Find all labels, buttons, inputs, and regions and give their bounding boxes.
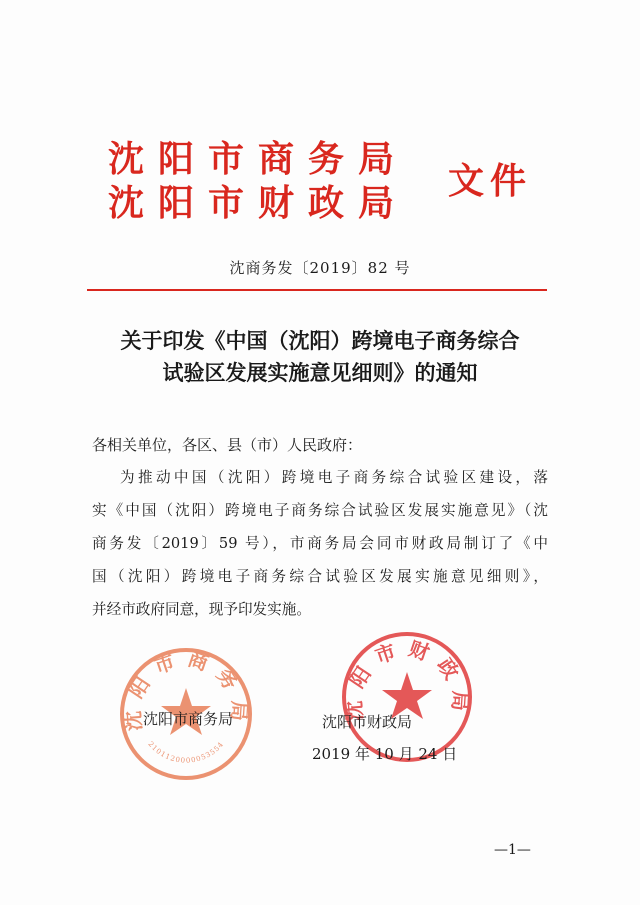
salutation: 各相关单位，各区、县（市）人民政府： — [92, 436, 363, 454]
doc-type-label: 文件 — [448, 160, 533, 202]
page-number: —1— — [494, 842, 531, 858]
body-paragraph-line: 商务发〔2019〕59 号），市商务局会同市财政局制订了《中 — [92, 535, 548, 552]
body-paragraph-line: 实《中国（沈阳）跨境电子商务综合试验区发展实施意见》（沈 — [92, 502, 548, 519]
issuer-name-finance: 沈阳市财政局 — [108, 182, 409, 224]
signer-finance-bureau: 沈阳市财政局 — [322, 713, 413, 731]
document-number: 沈商务发〔2019〕82 号 — [229, 259, 411, 277]
red-divider-line — [87, 289, 547, 291]
svg-text:沈阳市商务局: 沈阳市商务局 — [120, 646, 252, 732]
body-paragraph-line: 并经市政府同意，现予印发实施。 — [92, 601, 311, 618]
issuer-name-commerce: 沈阳市商务局 — [108, 138, 409, 180]
signing-date: 2019 年 10 月 24 日 — [312, 745, 458, 763]
svg-text:2101120000053554: 2101120000053554 — [146, 740, 226, 765]
body-paragraph-line: 为推动中国（沈阳）跨境电子商务综合试验区建设，落 — [120, 469, 548, 486]
document-title-line-2: 试验区发展实施意见细则》的通知 — [162, 360, 478, 385]
body-paragraph-line: 国（沈阳）跨境电子商务综合试验区发展实施意见细则》， — [92, 568, 548, 585]
svg-text:沈阳市财政局: 沈阳市财政局 — [341, 636, 473, 722]
document-title-line-1: 关于印发《中国（沈阳）跨境电子商务综合 — [120, 328, 520, 353]
signer-commerce-bureau: 沈阳市商务局 — [143, 710, 234, 728]
document-header — [108, 130, 548, 225]
